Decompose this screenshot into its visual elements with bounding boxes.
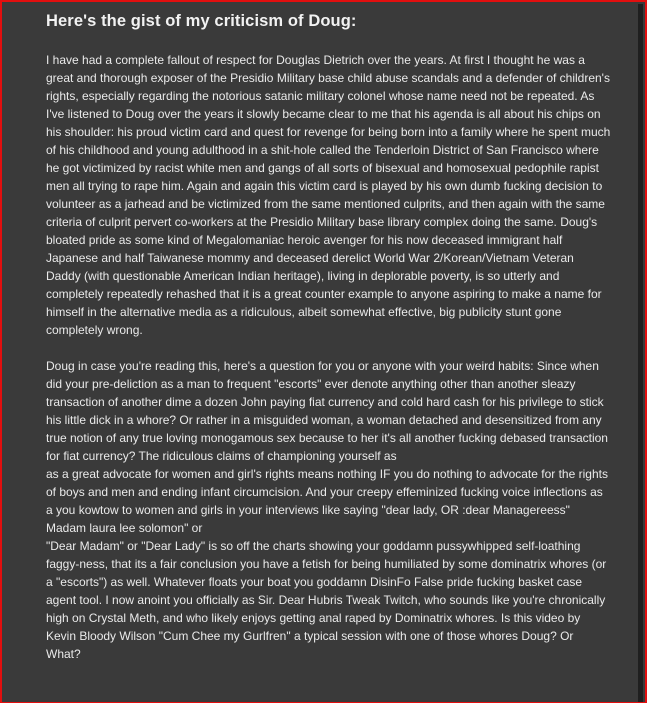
paragraph-2: Doug in case you're reading this, here's a question for you or anyone with your weird habits: Since when did your pre-deliction as a man to frequent "escorts" ever denote anything other than another sleazy transaction of another dime a dozen John paying fiat currency and cold hard cash for his privilege to stick his little dick in a whore? Or rather in a misguided woman, a woman detached and desensitized from any true notion of any true loving monogamous sex because to her it's all another fucking debased transaction for fiat currency? The ridiculous claims of championing yourself as as a great advocate for women and girl's rights means nothing IF you do nothing to advocate for the rights of boys and men and ending infant circumcision. And your creepy effeminized fucking voice inflections as a you kowtow to women and girls in your interviews like saying "dear lady, OR :dear Managereess" Madam laura lee solomon" or "Dear Madam" or "Dear Lady" is so off the charts showing your goddamn pussywhipped self-loathing faggy-ness, that its a fair conclusion you have a fetish for being humiliated by some dominatrix whores (or a "escorts") as well. Whatever floats your boat you goddamn DisinFo False pride fucking basket case agent tool. I now anoint you officially as Sir. Dear Hubris Tweak Twitch, who sounds like you're chronically high on Crystal Meth, and who likely enjoys getting anal raped by Dominatrix whores. Is this video by Kevin Bloody Wilson "Cum Chee my Gurlfren" a typical session with one of those whores Doug? Or What? [46,359,608,661]
paragraph-1: I have had a complete fallout of respect for Douglas Dietrich over the years. At first I thought he was a great and thorough exposer of the Presidio Military base child abuse scandals and a defender of children's rights, especially regarding the notorious satanic military colonel whose name need not be repeated. As I've listened to Doug over the years it slowly became clear to me that his agenda is all about his chips on his shoulder: his proud victim card and quest for revenge for being born into a family where he spent much of his childhood and young adulthood in a shit-hole called the Tenderloin District of San Francisco where he got victimized by racist white men and gangs of all sorts of bisexual and homosexual pedophile rapist men all trying to rape him. Again and again this victim card is played by his own dumb fucking decision to volunteer as a jarhead and be victimized from the same mentioned culprits, and then again with the same criteria of culprit pervert co-workers at the Presidio Military base library complex doing the same. Doug's bloated pride as some kind of Megalomaniac heroic avenger for his now deceased immigrant half Japanese and half Taiwanese mommy and deceased derelict World War 2/Korean/Vietnam Veteran Daddy (with questionable American Indian heritage), living in deplorable poverty, is so utterly and completely repeatedly rehashed that it is a great counter example to anyone aspiring to make a name for himself in the alternative media as a ridiculous, albeit somewhat effective, big publicity stunt gone completely wrong. [46,53,611,337]
post-content [46,12,611,663]
post-title: Here's the gist of my criticism of Doug: [46,12,357,30]
right-edge-shadow [638,4,643,702]
